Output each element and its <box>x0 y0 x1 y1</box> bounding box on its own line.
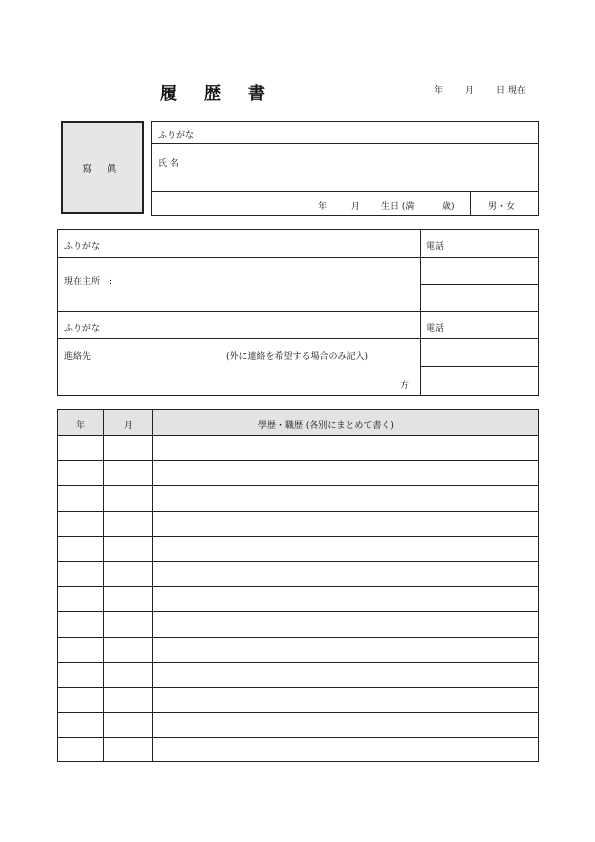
name-field[interactable] <box>152 144 538 190</box>
table-row <box>58 611 538 636</box>
detail-cell[interactable] <box>153 737 537 762</box>
personal-info-box <box>151 121 539 216</box>
col-month-header: 月 <box>124 421 134 431</box>
photo-label: 寫 眞 <box>82 163 123 175</box>
month-cell[interactable] <box>104 737 152 762</box>
detail-cell[interactable] <box>153 435 537 460</box>
year-cell[interactable] <box>58 511 103 536</box>
date-header <box>434 83 526 96</box>
year-cell[interactable] <box>58 460 103 485</box>
address-box <box>57 229 539 396</box>
year-cell[interactable] <box>58 737 103 762</box>
birth-month-label: 月 <box>351 202 361 212</box>
year-cell[interactable] <box>58 561 103 586</box>
year-cell[interactable] <box>58 637 103 662</box>
contact-phone-label: 電話 <box>426 324 445 334</box>
year-cell[interactable] <box>58 611 103 636</box>
contact-furigana-label: ふりがな <box>64 324 101 334</box>
month-cell[interactable] <box>104 561 152 586</box>
birth-date-label: 生日 (満 <box>381 202 415 212</box>
table-row <box>58 536 538 561</box>
month-cell[interactable] <box>104 687 152 712</box>
detail-cell[interactable] <box>153 536 537 561</box>
month-cell[interactable] <box>104 637 152 662</box>
title-char-2: 歴 <box>204 84 221 104</box>
name-label: 氏 名 <box>158 159 179 169</box>
table-row <box>58 435 538 460</box>
month-cell[interactable] <box>104 712 152 737</box>
table-row <box>58 561 538 586</box>
title-char-3: 書 <box>248 84 265 104</box>
detail-cell[interactable] <box>153 712 537 737</box>
year-cell[interactable] <box>58 536 103 561</box>
detail-cell[interactable] <box>153 460 537 485</box>
year-cell[interactable] <box>58 662 103 687</box>
detail-cell[interactable] <box>153 485 537 510</box>
title-char-1: 履 <box>160 84 177 104</box>
detail-cell[interactable] <box>153 637 537 662</box>
detail-cell[interactable] <box>153 687 537 712</box>
address-furigana-label: ふりがな <box>64 242 101 252</box>
detail-cell[interactable] <box>153 561 537 586</box>
col-detail-header: 學歴・職歴 (各別にまとめて書く) <box>258 421 394 431</box>
detail-cell[interactable] <box>153 662 537 687</box>
history-table <box>57 409 539 762</box>
birth-year-label: 年 <box>318 202 328 212</box>
table-row <box>58 737 538 762</box>
detail-cell[interactable] <box>153 611 537 636</box>
month-cell[interactable] <box>104 662 152 687</box>
month-cell[interactable] <box>104 460 152 485</box>
year-cell[interactable] <box>58 687 103 712</box>
year-cell[interactable] <box>58 586 103 611</box>
year-cell[interactable] <box>58 435 103 460</box>
photo-box[interactable] <box>61 121 144 214</box>
page-title <box>160 79 292 104</box>
table-row <box>58 712 538 737</box>
month-cell[interactable] <box>104 435 152 460</box>
table-row <box>58 460 538 485</box>
date-day-label: 日 現在 <box>496 86 526 96</box>
table-row <box>58 511 538 536</box>
current-address-label: 現在主所 : <box>64 277 113 287</box>
table-row <box>58 662 538 687</box>
contact-note: (外に連絡を希望する場合のみ記入) <box>226 352 369 362</box>
table-row <box>58 586 538 611</box>
month-cell[interactable] <box>104 586 152 611</box>
gender-label[interactable]: 男・女 <box>488 202 516 212</box>
furigana-label: ふりがな <box>158 131 195 141</box>
table-row <box>58 485 538 510</box>
table-row <box>58 637 538 662</box>
date-year-label: 年 <box>434 86 444 96</box>
contact-address-label: 進絡先 <box>64 352 92 362</box>
month-cell[interactable] <box>104 536 152 561</box>
month-cell[interactable] <box>104 485 152 510</box>
detail-cell[interactable] <box>153 511 537 536</box>
age-label: 歳) <box>442 202 455 212</box>
year-cell[interactable] <box>58 712 103 737</box>
month-cell[interactable] <box>104 511 152 536</box>
year-cell[interactable] <box>58 485 103 510</box>
col-year-header: 年 <box>76 421 86 431</box>
month-cell[interactable] <box>104 611 152 636</box>
detail-cell[interactable] <box>153 586 537 611</box>
phone-label: 電話 <box>426 242 445 252</box>
table-row <box>58 687 538 712</box>
date-month-label: 月 <box>465 86 475 96</box>
contact-suffix: 方 <box>400 381 410 391</box>
